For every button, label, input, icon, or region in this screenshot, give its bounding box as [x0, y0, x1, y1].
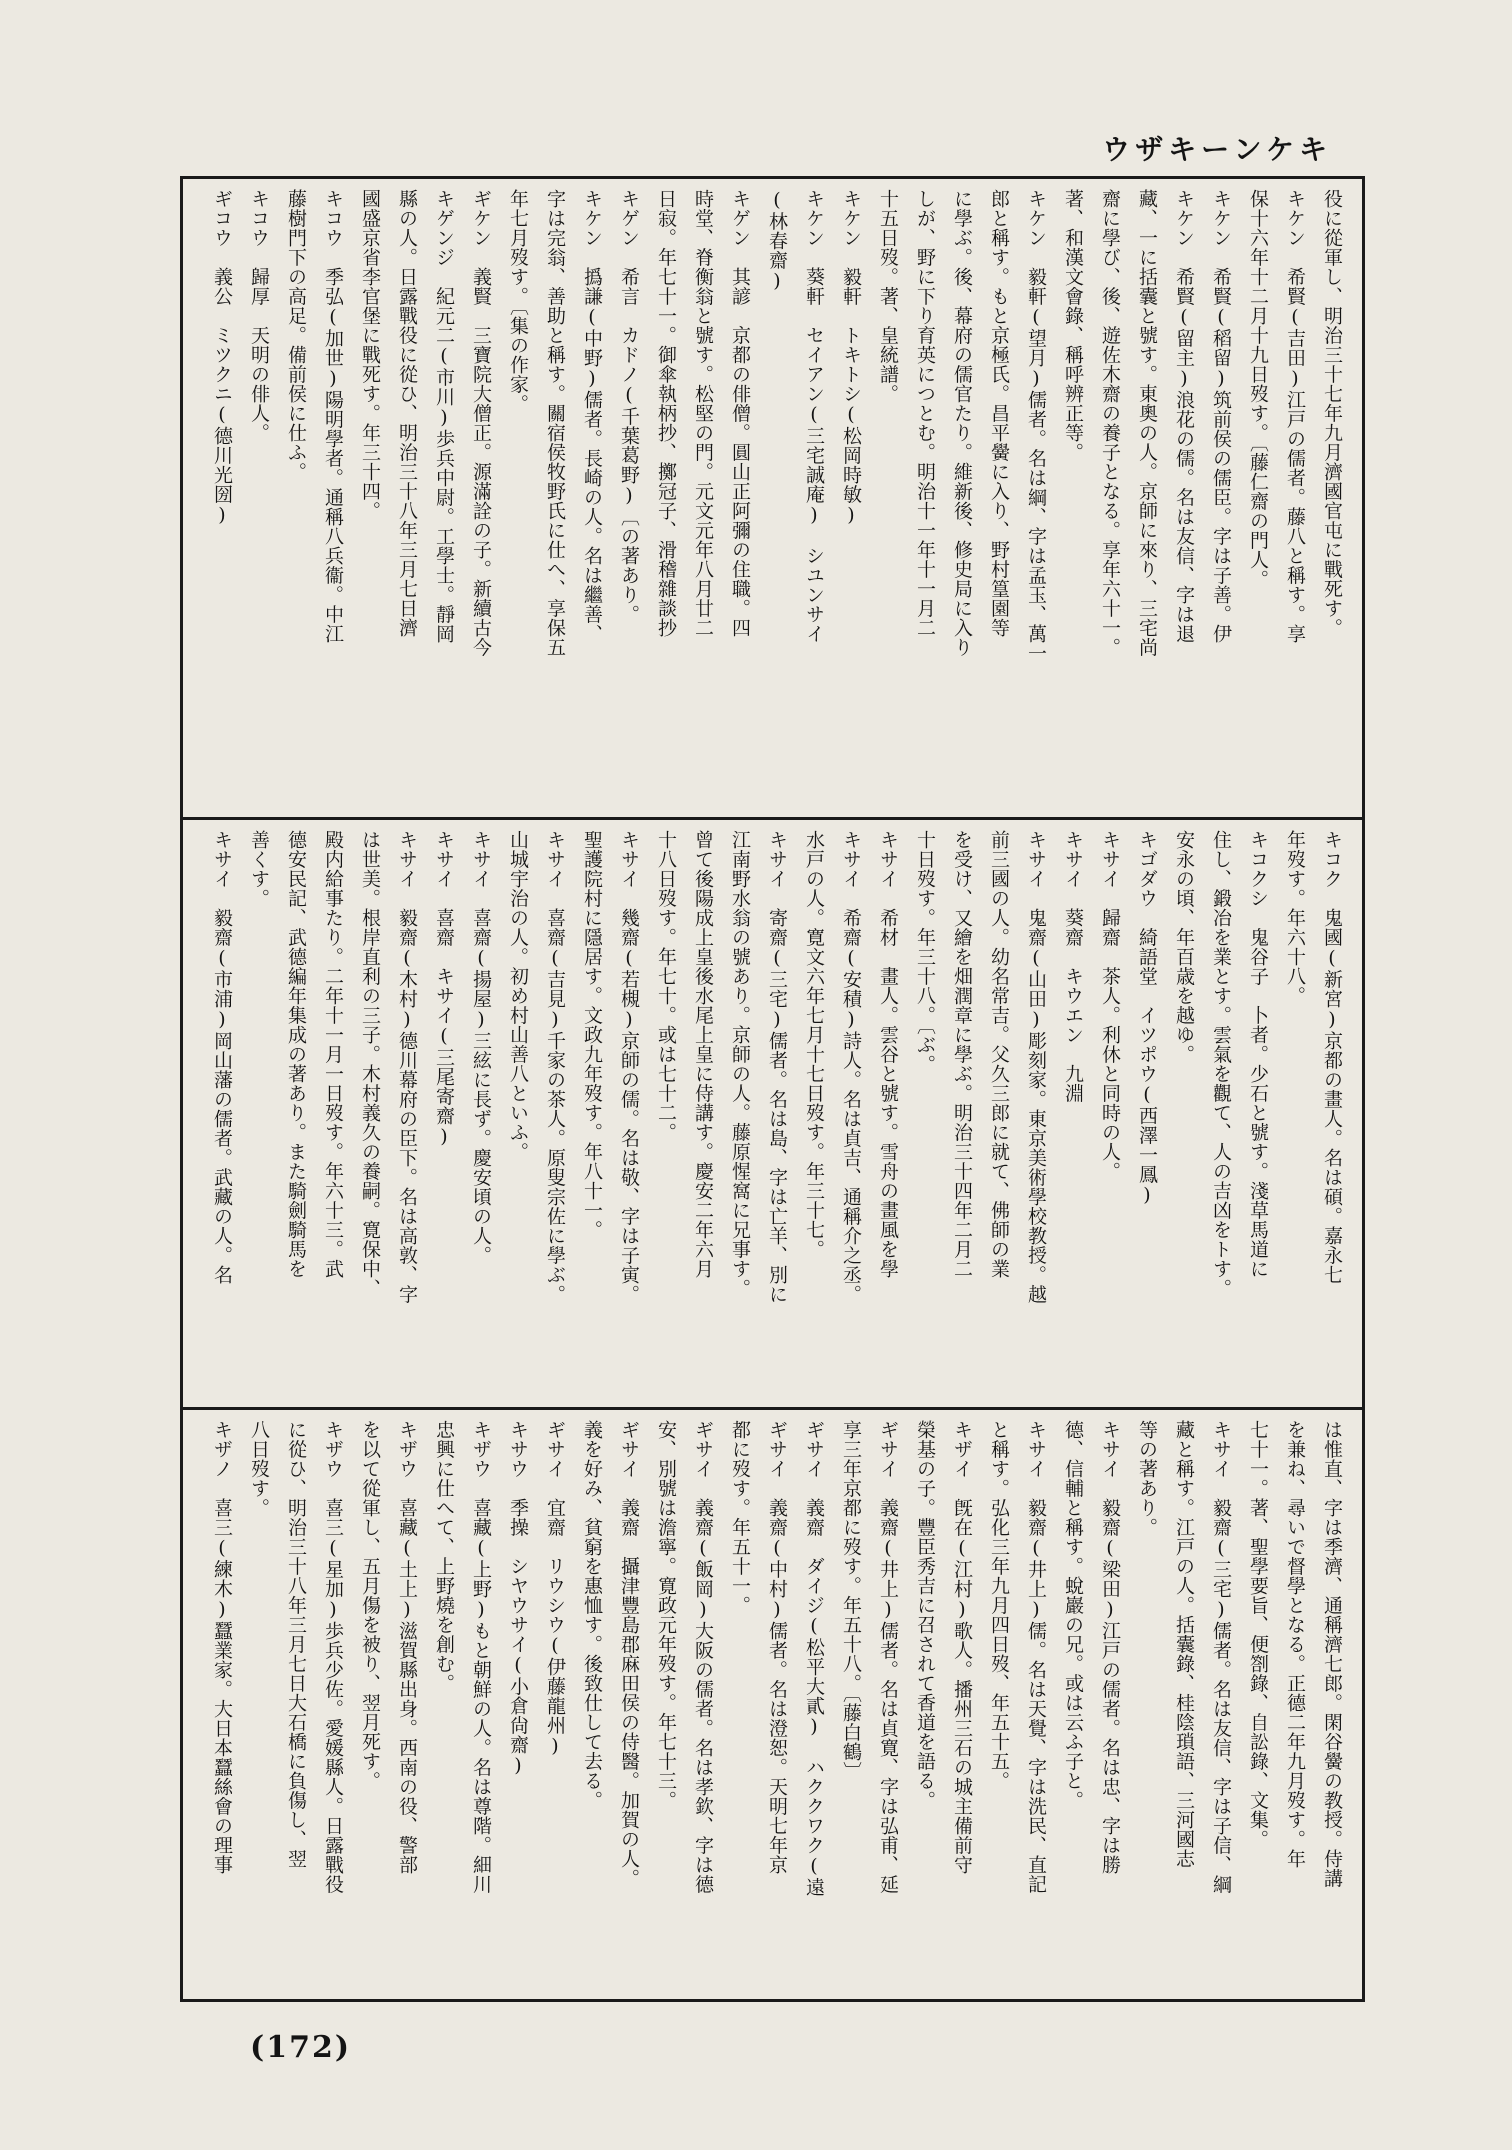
text-column: キサイ 希材 畫人。雲谷と號す。雪舟の畫風を學 [877, 830, 899, 1279]
text-column: に學ぶ。後、幕府の儒官たり。維新後、修史局に入り [951, 189, 973, 657]
text-column: 殿内給事たり。二年十一月一日歿す。年六十三。武 [322, 830, 344, 1279]
text-column: キケン 希賢(吉田)江戸の儒者。藤八と稱す。享 [1284, 189, 1306, 644]
text-column: キケン 葵軒 セイアン(三宅誠庵) シユンサイ [803, 189, 825, 644]
text-column: 德、信輔と稱す。蛻巖の兄。或は云ふ子と。 [1062, 1420, 1084, 1810]
text-column: キゲンジ 紀元二(市川)歩兵中尉。工學士。靜岡 [433, 189, 455, 644]
text-column: 藏、一に括囊と號す。東奧の人。京師に來り、三宅尚 [1136, 189, 1158, 657]
text-column: 十日歿す。年三十八。〔ぶ。 [914, 830, 936, 1074]
text-column: 安、別號は澹寧。寛政元年歿す。年七十三。 [655, 1420, 677, 1810]
text-column: 保十六年十二月十九日歿す。〔藤仁齋の門人。 [1247, 189, 1269, 589]
text-column: 十八日歿す。年七十。或は七十二。 [655, 830, 677, 1142]
text-column: キサイ 幾齋(若槻)京師の儒。名は敬、字は子寅。 [618, 830, 640, 1304]
text-column: 八日歿す。 [248, 1420, 270, 1518]
text-column: (林春齋) [766, 189, 788, 293]
text-column: キゲン 希言 カドノ(千葉葛野)〔の著あり。 [618, 189, 640, 624]
text-column: キケン 希賢(留主)浪花の儒。名は友信、字は退 [1173, 189, 1195, 644]
text-column: 時堂、脊衡翁と號す。松堅の門。元文元年八月廿二 [692, 189, 714, 638]
text-column: キザノ 喜三(練木)蠶業家。大日本蠶絲會の理事 [211, 1420, 233, 1875]
text-column: キザウ 喜藏(土上)滋賀縣出身。西南の役、警部 [396, 1420, 418, 1875]
text-column: キコウ 歸厚 天明の俳人。 [248, 189, 270, 443]
text-column: 國盛京省李官堡に戰死す。年三十四。 [359, 189, 381, 521]
text-column: キサイ 毅齋(市浦)岡山藩の儒者。武藏の人。名 [211, 830, 233, 1285]
text-column: キサイ 寄齋(三宅)儒者。名は島、字は亡羊、別に [766, 830, 788, 1304]
text-column: キサイ 毅齋(木村)德川幕府の臣下。名は高敦、字 [396, 830, 418, 1304]
text-column: キサイ 毅齋(三宅)儒者。名は友信、字は子信、綱 [1210, 1420, 1232, 1894]
text-column: ギケン 義賢 三寶院大僧正。源滿詮の子。新續古今 [470, 189, 492, 657]
text-column: 水戸の人。寛文六年七月十七日歿す。年三十七。 [803, 830, 825, 1259]
text-column: 都に歿す。年五十一。 [729, 1420, 751, 1615]
text-column: キケン 毅軒 トキトシ(松岡時敏) [840, 189, 862, 527]
text-column: キケン 撝謙(中野)儒者。長崎の人。名は繼善、 [581, 189, 603, 644]
text-column: ギコウ 義公 ミツクニ(德川光圀) [211, 189, 233, 527]
text-column: ギサイ 義齋(井上)儒者。名は貞寛、字は弘甫、延 [877, 1420, 899, 1894]
text-column: 聖護院村に隱居す。文政九年歿す。年八十一。 [581, 830, 603, 1240]
text-column: キサイ 鬼齋(山田)彫刻家。東京美術學校教授。越 [1025, 830, 1047, 1304]
text-column: 齋に學び、後、遊佐木齋の養子となる。享年六十一。 [1099, 189, 1121, 657]
text-column: キケン 希賢(稻留)筑前侯の儒臣。字は子善。伊 [1210, 189, 1232, 644]
text-column: 曾て後陽成上皇後水尾上皇に侍講す。慶安二年六月 [692, 830, 714, 1279]
text-column: キサイ 毅齋(井上)儒。名は天覺、字は洗民、直記 [1025, 1420, 1047, 1894]
text-column: に從ひ、明治三十八年三月七日大石橋に負傷し、翌 [285, 1420, 307, 1869]
entries-section-top [183, 179, 1362, 817]
text-column: キゲン 其諺 京都の俳僧。圓山正阿彌の住職。四 [729, 189, 751, 638]
text-column: 住し、鍛冶を業とす。雲氣を觀て、人の吉凶をトす。 [1210, 830, 1232, 1298]
text-column: ギサイ 義齋 ダイジ(松平大貳) ハククワク(遠 [803, 1420, 825, 1897]
text-column: キザウ 喜藏(上野)もと朝鮮の人。名は尊階。細川 [470, 1420, 492, 1894]
text-column: 役に從軍し、明治三十七年九月濟國官屯に戰死す。 [1321, 189, 1343, 638]
text-column: 義を好み、貧窮を惠恤す。後致仕して去る。 [581, 1420, 603, 1810]
text-column: 年歿す。年六十八。 [1284, 830, 1306, 1006]
text-column: 縣の人。日露戰役に從ひ、明治三十八年三月七日濟 [396, 189, 418, 638]
text-column: 安永の頃、年百歳を越ゆ。 [1173, 830, 1195, 1064]
text-column: 藏と稱す。江戸の人。括囊錄、桂陰瑣語、三河國志 [1173, 1420, 1195, 1869]
page-header: ウザキーンケキ [1102, 133, 1332, 166]
text-column: 年七月歿す。〔集の作家。 [507, 189, 529, 414]
text-column: と稱す。弘化三年九月四日歿、年五十五。 [988, 1420, 1010, 1791]
entries-section-bottom [183, 1407, 1362, 1999]
text-column: キケン 毅軒(望月)儒者。名は綱、字は孟玉、萬一 [1025, 189, 1047, 663]
text-column: キザイ 旣在(江村)歌人。播州三石の城主備前守 [951, 1420, 973, 1875]
text-column: 江南野水翁の號あり。京師の人。藤原惺窩に兄事す。 [729, 830, 751, 1298]
text-column: ギサイ 義齋(飯岡)大阪の儒者。名は孝欽、字は德 [692, 1420, 714, 1894]
text-column: キサウ 季操 シヤウサイ(小倉尙齋) [507, 1420, 529, 1777]
text-column: キサイ 歸齋 茶人。利休と同時の人。 [1099, 830, 1121, 1181]
text-column: ギサイ 義齋(中村)儒者。名は澄恕。天明七年京 [766, 1420, 788, 1875]
text-column: キサイ 毅齋(梁田)江戸の儒者。名は忠、字は勝 [1099, 1420, 1121, 1875]
text-column: キサイ 希齋(安積)詩人。名は貞吉、通稱介之丞。 [840, 830, 862, 1304]
text-column: 山城宇治の人。初め村山善八といふ。 [507, 830, 529, 1162]
text-column: キザウ 喜三(星加)歩兵少佐。愛媛縣人。日露戰役 [322, 1420, 344, 1894]
text-column: 郎と稱す。もと京極氏。昌平黌に入り、野村篁園等 [988, 189, 1010, 638]
entries-section-middle [183, 817, 1362, 1407]
text-column: 榮基の子。豐臣秀吉に召されて香道を語る。 [914, 1420, 936, 1810]
text-column: ギサイ 義齋 攝津豐島郡麻田侯の侍醫。加賀の人。 [618, 1420, 640, 1888]
text-column: 享三年京都に歿す。年五十八。〔藤白鶴〕 [840, 1420, 862, 1781]
entries-frame [180, 176, 1365, 2002]
text-column: キサイ 喜齋 キサイ(三尾寄齋) [433, 830, 455, 1148]
text-column: を以て從軍し、五月傷を被り、翌月死す。 [359, 1420, 381, 1791]
text-column: 著、和漢文會錄、稱呼辨正等。 [1062, 189, 1084, 462]
text-column: 忠興に仕へて、上野燒を創む。 [433, 1420, 455, 1693]
text-column: 日寂。年七十一。御傘執柄抄、擲冠子、滑稽雜談抄 [655, 189, 677, 638]
text-column: キコクシ 鬼谷子 卜者。少石と號す。淺草馬道に [1247, 830, 1269, 1279]
text-column: ギサイ 宜齋 リウシウ(伊藤龍州) [544, 1420, 566, 1758]
text-column: キサイ 葵齋 キウエン 九淵 [1062, 830, 1084, 1103]
text-column: キサイ 喜齋(揚屋)三絃に長ず。慶安頃の人。 [470, 830, 492, 1265]
text-column: キゴダウ 綺語堂 イツポウ(西澤一鳳) [1136, 830, 1158, 1207]
page-number: (172) [250, 2030, 352, 2065]
text-column: 等の著あり。 [1136, 1420, 1158, 1537]
text-column: 字は完翁、善助と稱す。關宿侯牧野氏に仕へ、享保五 [544, 189, 566, 657]
text-column: 前三國の人。幼名常吉。父久三郎に就て、佛師の業 [988, 830, 1010, 1279]
text-column: は世美。根岸直利の三子。木村義久の養嗣。寛保中、 [359, 830, 381, 1298]
text-column: キコク 鬼國(新宮)京都の畫人。名は碩。嘉永七 [1321, 830, 1343, 1285]
text-column: キコウ 季弘(加世)陽明學者。通稱八兵衞。中江 [322, 189, 344, 644]
text-column: 藤樹門下の高足。備前侯に仕ふ。 [285, 189, 307, 482]
text-column: キサイ 喜齋(吉見)千家の茶人。原叟宗佐に學ぶ。 [544, 830, 566, 1304]
text-column: しが、野に下り育英につとむ。明治十一年十一月二 [914, 189, 936, 638]
text-column: 七十一。著、聖學要旨、便劄錄、自訟錄、文集。 [1247, 1420, 1269, 1849]
text-column: 德安民記、武德編年集成の著あり。また騎劍騎馬を [285, 830, 307, 1279]
text-column: 十五日歿。著、皇統譜。 [877, 189, 899, 404]
text-column: 善くす。 [248, 830, 270, 908]
text-column: を兼ね、尋いで督學となる。正德二年九月歿す。年 [1284, 1420, 1306, 1869]
text-column: は惟直、字は季濟、通稱濟七郎。閑谷黌の教授。侍講 [1321, 1420, 1343, 1888]
text-column: を受け、又繪を畑潤章に學ぶ。明治三十四年二月二 [951, 830, 973, 1279]
